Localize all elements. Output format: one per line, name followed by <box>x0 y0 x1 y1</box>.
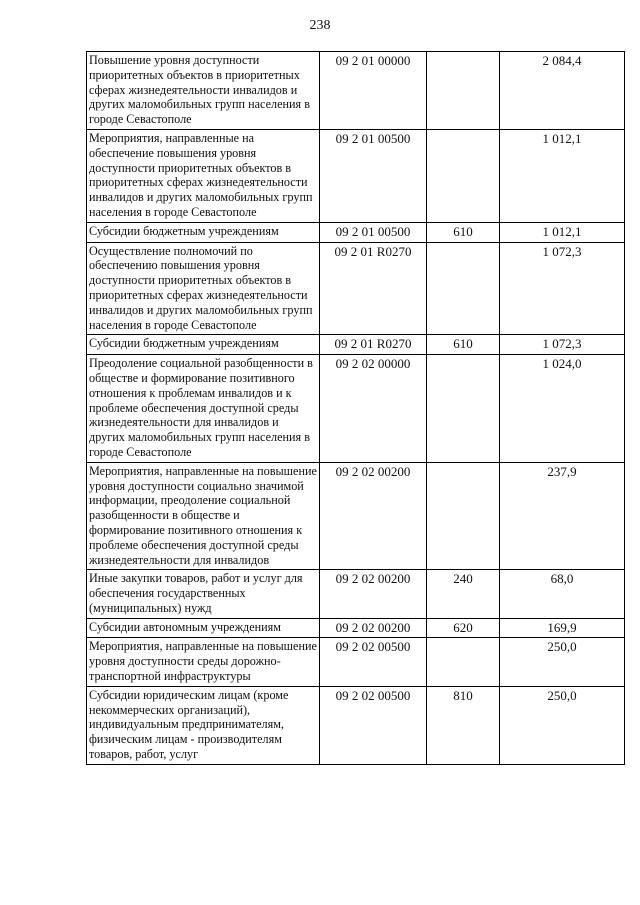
table-row <box>87 618 625 638</box>
row-expense-type: 240 <box>427 570 500 618</box>
table-row <box>87 355 625 463</box>
table-row <box>87 462 625 570</box>
row-code: 09 2 01 R0270 <box>320 335 427 355</box>
row-name: Субсидии юридическим лицам (кроме некоммерческих организаций), индивидуальным предпринимателям, физическим лицам - производителям товаров, работ, услуг <box>87 686 320 764</box>
table-row <box>87 335 625 355</box>
row-code: 09 2 02 00200 <box>320 618 427 638</box>
row-name: Мероприятия, направленные на обеспечение повышения уровня доступности приоритетных объектов в приоритетных сферах жизнедеятельности инвалидов и других маломобильных групп населения в городе Севастополе <box>87 129 320 222</box>
row-code: 09 2 02 00200 <box>320 462 427 570</box>
row-expense-type: 620 <box>427 618 500 638</box>
row-amount: 169,9 <box>500 618 625 638</box>
page-number: 238 <box>309 18 331 33</box>
row-code: 09 2 01 00500 <box>320 222 427 242</box>
row-expense-type: 810 <box>427 686 500 764</box>
table-row <box>87 638 625 686</box>
row-expense-type: 610 <box>427 222 500 242</box>
table-row <box>87 129 625 222</box>
row-amount: 1 072,3 <box>500 242 625 335</box>
row-name: Субсидии бюджетным учреждениям <box>87 335 320 355</box>
row-code: 09 2 01 00000 <box>320 52 427 130</box>
row-code: 09 2 02 00000 <box>320 355 427 463</box>
row-expense-type <box>427 129 500 222</box>
row-amount: 250,0 <box>500 686 625 764</box>
row-amount: 237,9 <box>500 462 625 570</box>
row-name: Субсидии автономным учреждениям <box>87 618 320 638</box>
row-expense-type <box>427 242 500 335</box>
table-row <box>87 222 625 242</box>
row-code: 09 2 01 00500 <box>320 129 427 222</box>
table-row <box>87 242 625 335</box>
row-amount: 1 072,3 <box>500 335 625 355</box>
row-amount: 1 012,1 <box>500 222 625 242</box>
row-expense-type <box>427 638 500 686</box>
row-name: Субсидии бюджетным учреждениям <box>87 222 320 242</box>
row-amount: 1 024,0 <box>500 355 625 463</box>
row-expense-type <box>427 52 500 130</box>
row-code: 09 2 01 R0270 <box>320 242 427 335</box>
row-expense-type: 610 <box>427 335 500 355</box>
row-name: Повышение уровня доступности приоритетных объектов в приоритетных сферах жизнедеятельности инвалидов и других маломобильных групп населения в городе Севастополе <box>87 52 320 130</box>
row-code: 09 2 02 00200 <box>320 570 427 618</box>
row-name: Иные закупки товаров, работ и услуг для обеспечения государственных (муниципальных) нужд <box>87 570 320 618</box>
row-amount: 2 084,4 <box>500 52 625 130</box>
row-expense-type <box>427 355 500 463</box>
table-row <box>87 52 625 130</box>
row-amount: 250,0 <box>500 638 625 686</box>
row-expense-type <box>427 462 500 570</box>
budget-table <box>86 51 625 765</box>
row-name: Мероприятия, направленные на повышение уровня доступности среды дорожно-транспортной инфраструктуры <box>87 638 320 686</box>
row-name: Преодоление социальной разобщенности в обществе и формирование позитивного отношения к проблемам инвалидов и к проблеме обеспечения доступной среды жизнедеятельности для инвалидов и других маломобильных групп населения в городе Севастополе <box>87 355 320 463</box>
row-name: Мероприятия, направленные на повышение уровня доступности социально значимой информации, преодоление социальной разобщенности в обществе и формирование позитивного отношения к проблеме обеспечения доступной среды жизнедеятельности для инвалидов <box>87 462 320 570</box>
table-row <box>87 570 625 618</box>
row-amount: 68,0 <box>500 570 625 618</box>
row-code: 09 2 02 00500 <box>320 638 427 686</box>
row-code: 09 2 02 00500 <box>320 686 427 764</box>
row-amount: 1 012,1 <box>500 129 625 222</box>
row-name: Осуществление полномочий по обеспечению повышения уровня доступности приоритетных объектов в приоритетных сферах жизнедеятельности инвалидов и других маломобильных групп населения в городе Севастополе <box>87 242 320 335</box>
table-row <box>87 686 625 764</box>
